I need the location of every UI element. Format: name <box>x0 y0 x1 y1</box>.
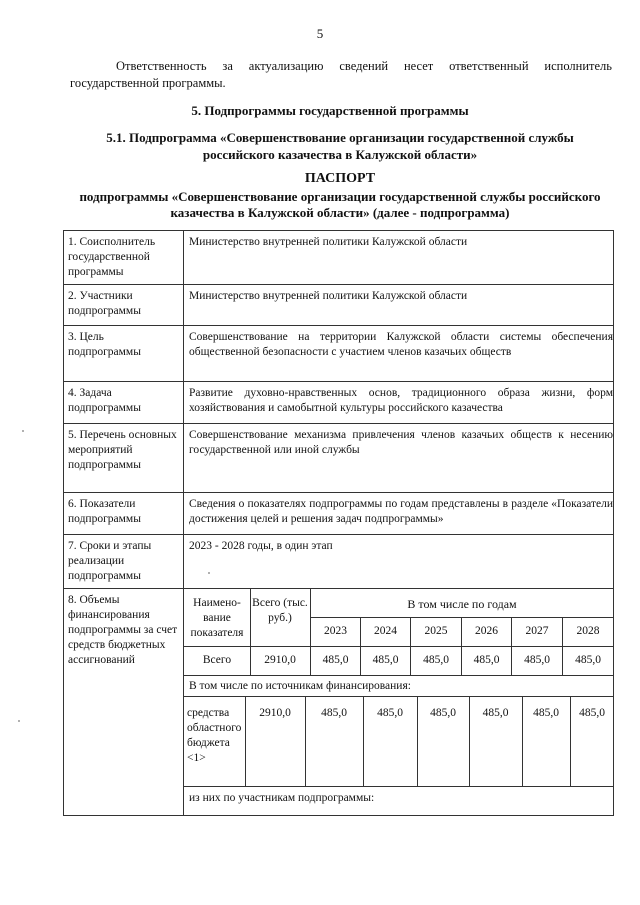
fin-total-value: 485,0 <box>473 654 500 666</box>
fin-total-value: 485,0 <box>575 654 601 666</box>
fin-year: 2026 <box>475 625 498 637</box>
fin-total-value: 485,0 <box>524 654 550 666</box>
fin-total-name: Всего <box>202 654 232 666</box>
scan-speck <box>208 572 210 574</box>
fin-regional-value: 485,0 <box>377 707 403 719</box>
fin-divider <box>245 696 246 786</box>
scan-speck <box>22 430 24 432</box>
fin-total-sum: 2910,0 <box>264 654 296 666</box>
row-value-measures: Совершенствование механизма привлечения членов казачьих обществ к несению государственной или иной службы <box>189 429 613 456</box>
section-heading: 5. Подпрограммы государственной программы <box>191 103 469 118</box>
fin-regional-value: 485,0 <box>482 707 509 719</box>
row-value-goal: Совершенствование на территории Калужской области системы обеспечения общественной безопасности с участием членов казачьих обществ <box>189 331 613 358</box>
fin-year: 2023 <box>324 625 347 637</box>
row-label-coexecutor: 1. Соисполнитель государственной программы <box>68 236 156 278</box>
fin-regional-value: 485,0 <box>430 707 456 719</box>
fin-divider <box>183 675 614 676</box>
row-label-terms: 7. Сроки и этапы реализации подпрограммы <box>68 540 152 582</box>
row-label-financing: 8. Объемы финансирования подпрограммы за счет средств бюджетных ассигнований <box>68 594 178 666</box>
row-separator <box>63 325 614 326</box>
fin-divider <box>310 617 614 618</box>
row-separator <box>63 534 614 535</box>
row-separator <box>63 284 614 285</box>
fin-col-name: Наимено-вание показателя <box>190 597 244 639</box>
passport-subtitle: подпрограммы «Совершенствование организации государственной службы российского казачества в Калужской области» (далее - подпрограмма) <box>79 189 601 220</box>
fin-total-value: 485,0 <box>372 654 399 666</box>
row-value-indicators: Сведения о показателях подпрограммы по годам представлены в разделе «Показатели достижения целей и решения задач подпрограммы» <box>189 498 613 525</box>
row-value-task: Развитие духовно-нравственных основ, традиционного образа жизни, форм хозяйствования и самобытной культуры российского казачества <box>189 387 613 414</box>
fin-regional-name: средства областного бюджета <1> <box>187 707 242 764</box>
fin-participants-header: из них по участникам подпрограммы: <box>189 792 375 804</box>
fin-regional-value: 485,0 <box>579 707 605 719</box>
row-separator <box>63 588 614 589</box>
row-value-participants: Министерство внутренней политики Калужской области <box>189 290 468 302</box>
fin-col-years: В том числе по годам <box>407 597 517 611</box>
fin-sources-header: В том числе по источникам финансирования: <box>189 680 411 692</box>
row-separator <box>63 492 614 493</box>
passport-title: ПАСПОРТ <box>304 171 376 186</box>
fin-col-total: Всего (тыс. руб.) <box>252 597 308 624</box>
row-separator <box>63 423 614 424</box>
scan-speck <box>18 720 20 722</box>
intro-paragraph: Ответственность за актуализацию сведений несет ответственный исполнитель государственной программы. <box>70 59 612 90</box>
fin-regional-value: 485,0 <box>321 707 347 719</box>
fin-year: 2025 <box>424 625 448 637</box>
fin-regional-value: 485,0 <box>533 707 559 719</box>
fin-total-value: 485,0 <box>423 654 449 666</box>
column-divider <box>183 230 184 816</box>
row-separator <box>63 381 614 382</box>
row-label-goal: 3. Цель подпрограммы <box>68 331 141 358</box>
row-label-task: 4. Задача подпрограммы <box>68 387 141 414</box>
fin-total-value: 485,0 <box>322 654 349 666</box>
fin-regional-sum: 2910,0 <box>259 707 291 719</box>
row-label-indicators: 6. Показатели подпрограммы <box>68 498 141 525</box>
row-value-coexecutor: Министерство внутренней политики Калужской области <box>189 236 468 248</box>
row-label-measures: 5. Перечень основных мероприятий подпрограммы <box>68 429 177 471</box>
fin-divider <box>250 588 251 675</box>
subsection-heading: 5.1. Подпрограмма «Совершенствование организации государственной службы российского казачества в Калужской области» <box>106 130 574 162</box>
fin-year: 2024 <box>374 625 397 637</box>
fin-year: 2027 <box>525 625 549 637</box>
page-number: 5 <box>316 26 324 41</box>
row-value-terms: 2023 - 2028 годы, в один этап <box>189 540 333 552</box>
row-label-participants: 2. Участники подпрограммы <box>68 290 141 317</box>
fin-divider <box>183 786 614 787</box>
fin-year: 2028 <box>576 625 600 637</box>
fin-divider <box>183 646 614 647</box>
fin-divider <box>183 696 614 697</box>
